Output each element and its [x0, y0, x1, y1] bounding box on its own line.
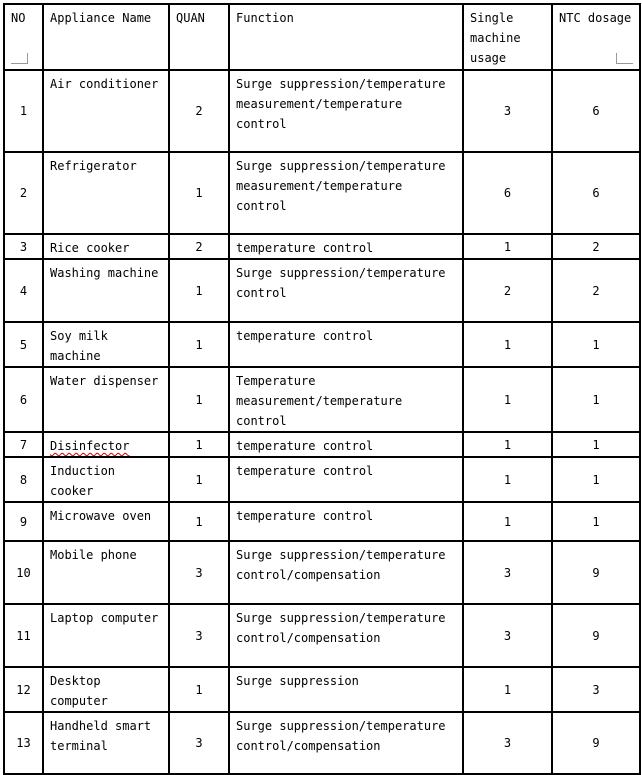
row-no: 7 — [4, 432, 43, 457]
row-no: 1 — [4, 70, 43, 152]
quantity: 1 — [169, 432, 229, 457]
header-quan: QUAN — [169, 4, 229, 70]
single-machine-usage: 2 — [463, 259, 552, 322]
single-machine-usage: 1 — [463, 367, 552, 432]
cell-corner-mark-icon — [11, 53, 28, 64]
row-no: 5 — [4, 322, 43, 367]
single-machine-usage: 1 — [463, 502, 552, 541]
row-no: 13 — [4, 712, 43, 774]
quantity: 1 — [169, 457, 229, 502]
row-no: 8 — [4, 457, 43, 502]
function: Surge suppression/temperature control/compensation — [229, 604, 463, 667]
header-no-label: NO — [11, 11, 26, 25]
ntc-dosage: 3 — [552, 667, 640, 712]
quantity: 1 — [169, 322, 229, 367]
appliance-name: Rice cooker — [43, 234, 169, 259]
appliance-name: Laptop computer — [43, 604, 169, 667]
header-row — [4, 4, 640, 70]
appliance-name: Water dispenser — [43, 367, 169, 432]
function: Surge suppression/temperature measurement/temperature control — [229, 152, 463, 234]
single-machine-usage: 6 — [463, 152, 552, 234]
function: temperature control — [229, 502, 463, 541]
ntc-dosage: 2 — [552, 259, 640, 322]
function: Surge suppression/temperature control — [229, 259, 463, 322]
table-row — [4, 152, 640, 234]
ntc-dosage: 9 — [552, 712, 640, 774]
appliance-name: Mobile phone — [43, 541, 169, 604]
appliance-name — [43, 432, 169, 457]
ntc-dosage: 2 — [552, 234, 640, 259]
row-no: 6 — [4, 367, 43, 432]
row-no: 12 — [4, 667, 43, 712]
appliance-name: Washing machine — [43, 259, 169, 322]
row-no: 11 — [4, 604, 43, 667]
function: temperature control — [229, 322, 463, 367]
row-no: 10 — [4, 541, 43, 604]
table-row — [4, 667, 640, 712]
quantity: 1 — [169, 259, 229, 322]
quantity: 3 — [169, 604, 229, 667]
ntc-dosage: 9 — [552, 541, 640, 604]
quantity: 1 — [169, 152, 229, 234]
table-row — [4, 259, 640, 322]
header-function: Function — [229, 4, 463, 70]
row-no: 9 — [4, 502, 43, 541]
function: temperature control — [229, 234, 463, 259]
single-machine-usage: 1 — [463, 667, 552, 712]
quantity: 1 — [169, 667, 229, 712]
table-row — [4, 457, 640, 502]
row-no: 4 — [4, 259, 43, 322]
header-appliance-name: Appliance Name — [43, 4, 169, 70]
single-machine-usage: 1 — [463, 457, 552, 502]
function: Surge suppression/temperature measurement/temperature control — [229, 70, 463, 152]
table-row — [4, 322, 640, 367]
appliance-name: Microwave oven — [43, 502, 169, 541]
ntc-dosage: 9 — [552, 604, 640, 667]
appliance-name: Soy milk machine — [43, 322, 169, 367]
single-machine-usage: 3 — [463, 541, 552, 604]
ntc-dosage: 1 — [552, 367, 640, 432]
table-row — [4, 70, 640, 152]
single-machine-usage: 1 — [463, 234, 552, 259]
single-machine-usage: 3 — [463, 712, 552, 774]
quantity: 1 — [169, 502, 229, 541]
appliance-name: Handheld smart terminal — [43, 712, 169, 774]
single-machine-usage: 3 — [463, 604, 552, 667]
table-row — [4, 604, 640, 667]
quantity: 1 — [169, 367, 229, 432]
header-ntc-label: NTC dosage — [559, 11, 632, 25]
table-row — [4, 234, 640, 259]
header-no — [4, 4, 43, 70]
ntc-dosage: 1 — [552, 457, 640, 502]
header-single-machine-usage: Single machine usage — [463, 4, 552, 70]
spellcheck-underline: Disinfector — [50, 439, 130, 453]
row-no: 2 — [4, 152, 43, 234]
function: Surge suppression/temperature control/compensation — [229, 541, 463, 604]
appliance-ntc-table — [3, 3, 641, 775]
quantity: 3 — [169, 712, 229, 774]
ntc-dosage: 1 — [552, 322, 640, 367]
function: Surge suppression — [229, 667, 463, 712]
ntc-dosage: 6 — [552, 70, 640, 152]
quantity: 2 — [169, 234, 229, 259]
table-row — [4, 367, 640, 432]
appliance-name: Refrigerator — [43, 152, 169, 234]
single-machine-usage: 1 — [463, 322, 552, 367]
header-ntc-dosage — [552, 4, 640, 70]
cell-corner-mark-icon — [616, 53, 633, 64]
appliance-name: Air conditioner — [43, 70, 169, 152]
function: Surge suppression/temperature control/compensation — [229, 712, 463, 774]
function: temperature control — [229, 432, 463, 457]
single-machine-usage: 1 — [463, 432, 552, 457]
appliance-name: Desktop computer — [43, 667, 169, 712]
ntc-dosage: 1 — [552, 502, 640, 541]
function: temperature control — [229, 457, 463, 502]
row-no: 3 — [4, 234, 43, 259]
single-machine-usage: 3 — [463, 70, 552, 152]
table-row — [4, 432, 640, 457]
quantity: 2 — [169, 70, 229, 152]
ntc-dosage: 6 — [552, 152, 640, 234]
function: Temperature measurement/temperature control — [229, 367, 463, 432]
table-row — [4, 541, 640, 604]
appliance-name: Induction cooker — [43, 457, 169, 502]
ntc-dosage: 1 — [552, 432, 640, 457]
quantity: 3 — [169, 541, 229, 604]
table-row — [4, 502, 640, 541]
